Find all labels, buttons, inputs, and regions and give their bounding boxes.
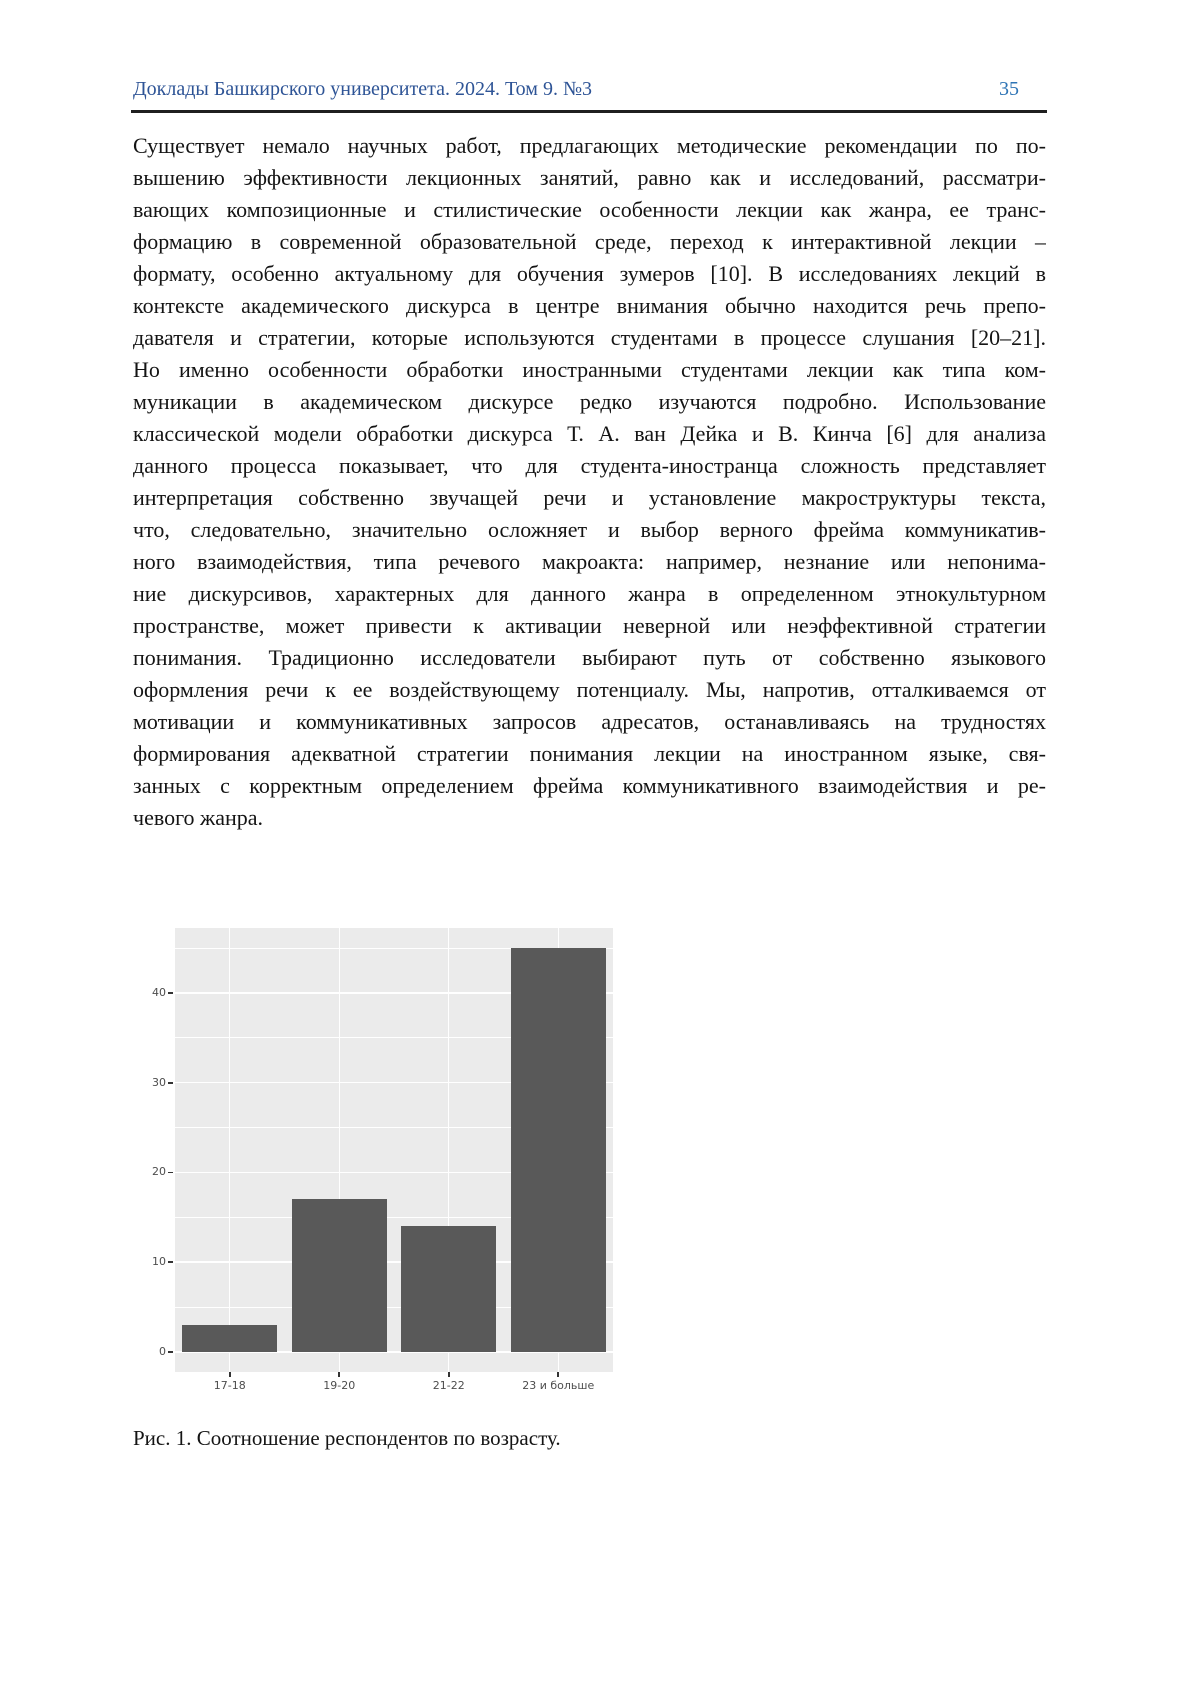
y-axis-tick — [168, 1082, 173, 1084]
bar-chart — [140, 855, 630, 1415]
y-axis-label: 30 — [152, 1075, 166, 1089]
y-axis-label: 0 — [159, 1344, 166, 1358]
paragraph-line: вающих композиционные и стилистические особенности лекции как жанра, ее транс- — [133, 197, 1046, 222]
x-axis-tick — [557, 1372, 559, 1377]
paragraph-line: формату, особенно актуальному для обучения зумеров [10]. В исследованиях лекций в — [133, 261, 1046, 286]
x-axis-label: 19-20 — [323, 1379, 356, 1392]
paragraph-line: вышению эффективности лекционных занятий, равно как и исследований, рассматри- — [133, 165, 1046, 190]
paragraph-line: формацию в современной образовательной среде, переход к интерактивной лекции – — [133, 229, 1046, 254]
paragraph-line: чевого жанра. — [133, 805, 264, 830]
paragraph-line: давателя и стратегии, которые используются студентами в процессе слушания [20–21]. — [133, 325, 1046, 350]
paragraph-line: понимания. Традиционно исследователи выбирают путь от собственно языкового — [133, 645, 1046, 670]
figure-1 — [140, 855, 630, 1415]
x-axis-label: 21-22 — [432, 1379, 465, 1392]
y-axis-tick — [168, 1172, 173, 1174]
bar-21-22 — [401, 1226, 496, 1352]
y-axis-tick — [168, 992, 173, 994]
page-number: 35 — [999, 78, 1019, 100]
y-axis-label: 10 — [152, 1255, 166, 1269]
x-axis-label: 23 и больше — [522, 1379, 595, 1392]
paragraph-line: формирования адекватной стратегии понимания лекции на иностранном языке, свя- — [133, 741, 1046, 766]
body-paragraph — [133, 130, 1046, 834]
gridline-vertical — [229, 928, 230, 1372]
paragraph-line: контексте академического дискурса в центре внимания обычно находится речь препо- — [133, 293, 1046, 318]
y-axis-label: 40 — [152, 986, 166, 1000]
bar-19-20 — [292, 1199, 387, 1351]
paragraph-line: пространстве, может привести к активации неверной или неэффективной стратегии — [133, 613, 1046, 638]
y-axis-tick — [168, 1351, 173, 1353]
header-rule — [131, 110, 1047, 113]
paragraph-line: классической модели обработки дискурса Т. А. ван Дейка и В. Кинча [6] для анализа — [133, 421, 1046, 446]
x-axis-tick — [229, 1372, 231, 1377]
y-axis-tick — [168, 1261, 173, 1263]
paragraph-line: что, следовательно, значительно осложняет и выбор верного фрейма коммуникатив- — [133, 517, 1046, 542]
bar-23 и больше — [511, 948, 606, 1352]
journal-header-title: Доклады Башкирского университета. 2024. Том 9. №3 — [133, 78, 593, 100]
paragraph-line: муникации в академическом дискурсе редко изучаются подробно. Использование — [133, 389, 1046, 414]
paragraph-line: данного процесса показывает, что для студента-иностранца сложность представляет — [133, 453, 1046, 478]
bar-17-18 — [182, 1325, 277, 1352]
paragraph-line: занных с корректным определением фрейма коммуникативного взаимодействия и ре- — [133, 773, 1046, 798]
paragraph-line: оформления речи к ее воздействующему потенциалу. Мы, напротив, отталкиваемся от — [133, 677, 1046, 702]
x-axis-tick — [448, 1372, 450, 1377]
x-axis-tick — [338, 1372, 340, 1377]
y-axis-label: 20 — [152, 1165, 166, 1179]
chart-panel — [175, 928, 613, 1372]
x-axis-label: 17-18 — [213, 1379, 246, 1392]
paragraph-line: Существует немало научных работ, предлагающих методические рекомендации по по- — [133, 133, 1046, 158]
figure-caption: Рис. 1. Соотношение респондентов по возрасту. — [133, 1426, 561, 1450]
paragraph-line: мотивации и коммуникативных запросов адресатов, останавливаясь на трудностях — [133, 709, 1046, 734]
paragraph-line: ного взаимодействия, типа речевого макроакта: например, незнание или непонима- — [133, 549, 1046, 574]
paragraph-line: Но именно особенности обработки иностранными студентами лекции как типа ком- — [133, 357, 1046, 382]
paragraph-line: ние дискурсивов, характерных для данного жанра в определенном этнокультурном — [133, 581, 1046, 606]
paragraph-line: интерпретация собственно звучащей речи и установление макроструктуры текста, — [133, 485, 1046, 510]
page-header — [133, 78, 1047, 101]
